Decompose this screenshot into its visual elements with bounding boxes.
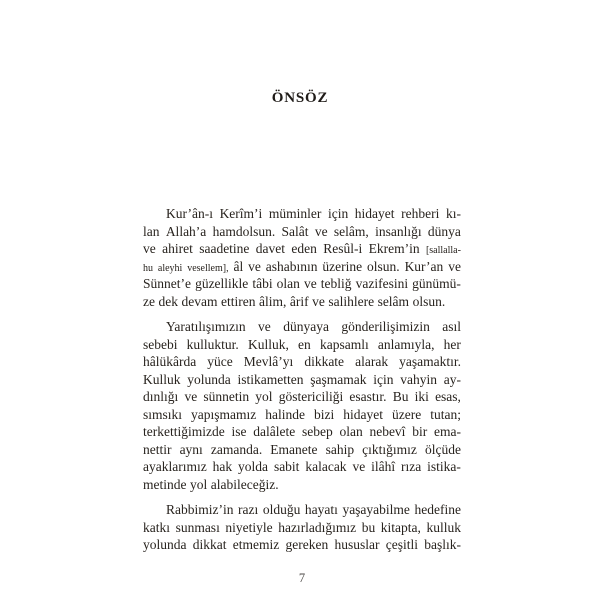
word: dınlığı [143,389,179,404]
word: dikkate [304,354,345,369]
text-line [143,501,461,519]
word: esas, [435,389,461,404]
word: dalâlete [253,424,296,439]
word: zamanda. [210,441,263,457]
word: çıktığımız [362,441,417,457]
word: bir [412,424,428,439]
word: istika- [427,459,461,474]
word: ze [143,293,155,309]
word: tebliğ [320,276,352,291]
word: eden [291,241,317,256]
page-title: ÖNSÖZ [271,90,329,106]
honorific-small-text: vesellem], [187,262,229,274]
word: rehberi [401,206,440,221]
word: Mevlâ’yı [243,354,294,369]
word: dikkat [192,537,227,552]
word: hazırladığımız [278,519,357,535]
paragraph [143,318,461,493]
word: yol [190,476,208,492]
word: gereken [285,537,329,552]
word: davet [255,241,286,256]
word: gönderilişimizin [341,319,430,334]
word: Kerîm’i [219,206,263,221]
text-line [143,223,461,241]
word: kalacak [305,459,347,474]
text-line [143,336,461,354]
honorific-small-text: hu [143,262,153,274]
word: Rabbimiz’in [166,502,234,517]
word: saadetine [199,241,250,256]
word: tâbi [252,276,273,291]
word: ahiret [162,241,193,256]
honorific-small-text: aleyhi [157,262,183,274]
word: anlamıyla, [377,336,435,352]
word: tutan; [430,406,461,422]
word: ârif [289,293,309,309]
word: üzere [392,406,422,422]
word: sımsıkı [143,406,183,422]
word: ve [312,293,325,309]
word: terkettiğimizde [143,424,225,439]
word: yüce [207,354,233,369]
word: Kulluk [143,371,181,387]
word: Kur’an [404,258,444,274]
word: sunması [175,519,220,535]
word: hedefine [414,502,461,517]
word: ve [352,459,366,474]
word: müminler [268,206,322,221]
word: alabileceğiz. [210,476,279,492]
word: hidayet [354,206,395,221]
word: asıl [442,319,461,334]
word: olduğu [262,502,301,517]
text-line [143,240,461,258]
text-line [143,423,461,441]
text-line [143,353,461,371]
word: dünya [427,223,461,239]
word: ve [303,276,317,291]
word: Sünnet’e [143,276,191,291]
word: kulluktur. [186,336,239,352]
word: aynı [179,441,203,457]
word: Yaratılışımızın [166,319,246,334]
word: alarak [355,354,389,369]
word: güzellikle [195,276,249,291]
word: yolunda [187,371,231,387]
word: ve [448,258,461,274]
word: günümü- [412,276,461,291]
word: Kulluk, [247,336,289,352]
word: hayatı [304,502,338,517]
word: sebep [301,424,333,439]
word: hususlar [334,537,380,552]
word: olsun. [412,293,446,309]
text-line [143,371,461,389]
word: kapsamlı [319,336,369,352]
word: niyetiyle [225,519,273,535]
word: insanlığı [375,223,422,239]
word: hak [212,459,233,474]
word: âlim, [258,293,287,309]
word: yaşamaktır. [399,354,461,369]
word: Resûl-i [323,241,363,256]
word: ettiren [220,293,256,309]
word: vazifesini [355,276,409,291]
text-line [143,318,461,336]
word: sünnetin [203,389,250,404]
text-line [143,536,461,554]
word: Kur’ân-ı [166,206,213,221]
word: devam [181,293,218,309]
word: ay- [443,371,461,387]
word: Salât [281,223,309,239]
word: kulluk [426,519,461,535]
word: dek [158,293,178,309]
word: ve [184,389,198,404]
word: şaşmamak [310,371,367,387]
word: Emanete [270,441,318,457]
word: sebebi [143,336,178,352]
word: bu [361,519,376,535]
text-line [143,406,461,424]
text-line [143,458,461,476]
word: yol [255,389,273,404]
word: hamdolsun. [212,223,276,239]
paragraph [143,205,461,310]
word: göstericiliği [278,389,344,404]
honorific-small-text: [sallalla- [425,245,461,256]
word: esastır. [349,389,387,404]
word: ve [143,241,156,256]
word: ilâhî [371,459,396,474]
word: salihlere [328,293,375,309]
text-line [143,205,461,223]
word: dünyaya [283,319,329,334]
word: iki [414,389,429,404]
text-line [143,388,461,406]
word: etmemiz [232,537,280,552]
word: ve [314,223,328,239]
word: olan [339,424,363,439]
word: bizi [314,406,335,422]
paragraph [143,501,461,554]
word: ashabının [265,258,318,274]
word: nettir [143,441,172,457]
word: yolunda [143,537,187,552]
word: ölçüde [424,441,461,457]
word: kı- [445,206,461,221]
text-line [143,258,461,276]
word: başlık- [424,537,461,552]
page-number: 7 [298,571,306,585]
word: selâm, [333,223,369,239]
word: halinde [265,406,305,422]
word: istikametten [237,371,304,387]
word: ema- [433,424,461,439]
word: en [298,336,311,352]
word: hâlükârda [143,354,197,369]
word: vahyin [400,371,437,387]
text-line [143,476,461,494]
word: yaşayabilme [342,502,410,517]
word: ve [248,258,261,274]
word: âl [233,258,244,274]
word: sabit [273,459,300,474]
word: yolda [238,459,269,474]
word: için [327,206,349,221]
word: kitapta, [380,519,421,535]
text-line [143,519,461,537]
word: yapışmamız [191,406,257,422]
word: olsun. [367,258,400,274]
word: metinde [143,476,187,492]
word: Allah’a [165,223,207,239]
word: katkı [143,519,170,535]
text-block [143,205,461,562]
word: her [443,336,461,352]
word: Bu [392,389,409,404]
word: çeşitli [385,537,418,552]
text-line [143,275,461,293]
word: razı [238,502,259,517]
word: üzerine [322,258,363,274]
text-line [143,293,461,311]
word: Ekrem’in [368,241,420,256]
word: olan [276,276,300,291]
word: ise [231,424,247,439]
word: sahip [325,441,355,457]
text-line [143,441,461,459]
word: için [373,371,394,387]
word: selâm [377,293,410,309]
word: lan [143,223,160,239]
word: nebevî [369,424,406,439]
word: ayaklarımız [143,459,207,474]
word: rıza [401,459,422,474]
word: hidayet [343,406,383,422]
word: ve [258,319,271,334]
